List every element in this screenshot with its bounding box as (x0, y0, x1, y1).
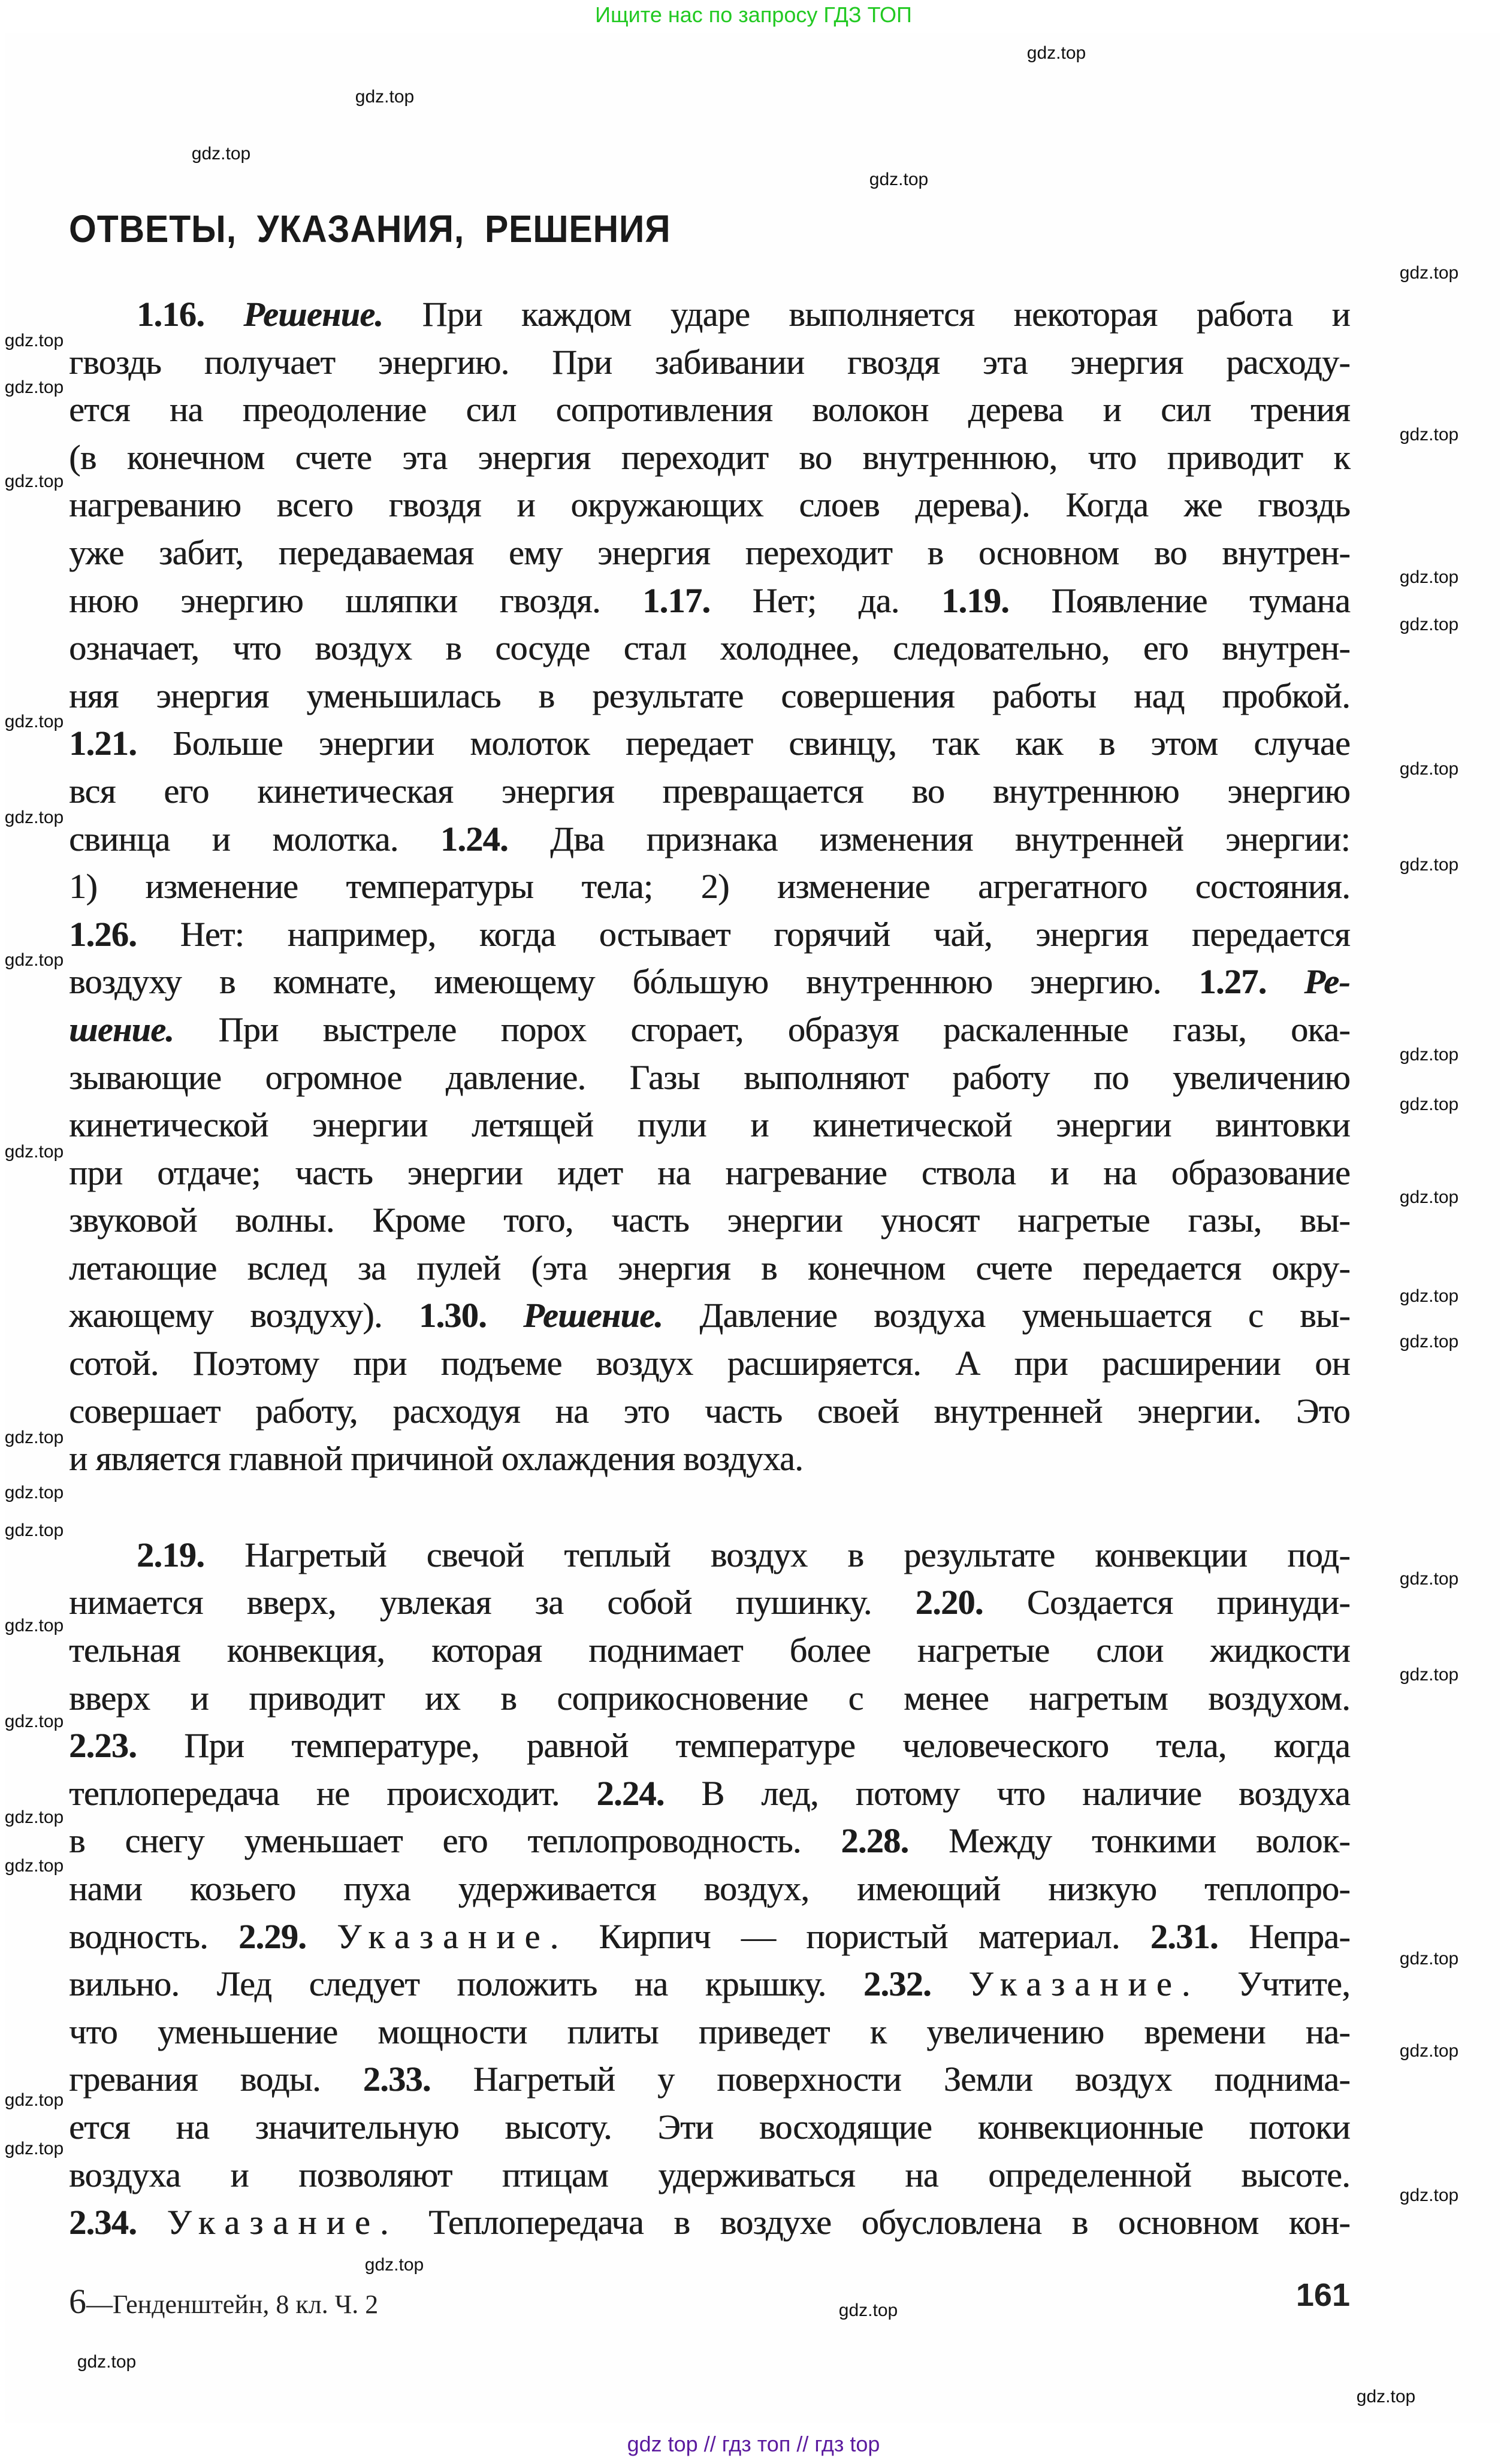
text-segment: Два признака изменения внутренней энергии: (508, 819, 1350, 858)
emphasis-label: 2.20. (915, 1583, 983, 1622)
sheet-number: 6 (69, 2282, 86, 2321)
text-segment: Создается принуди- (983, 1583, 1350, 1622)
text-segment: Появление тумана (1009, 581, 1351, 620)
text-segment: тельная конвекция, которая поднимает более нагретые слои жидкости (69, 1631, 1350, 1670)
text-segment: воздуху в комнате, имеющему бóльшую внутреннюю энергию. (69, 962, 1199, 1002)
text-line (69, 338, 1350, 386)
watermark: gdz.top (1399, 567, 1459, 587)
text-line (69, 719, 1350, 767)
text-segment: гревания воды. (69, 2060, 363, 2099)
spaced-label: Указание. (167, 2203, 398, 2242)
text-segment: Между тонкими волок- (908, 1821, 1351, 1861)
watermark: gdz.top (191, 144, 251, 164)
text-segment: теплопередача не происходит. (69, 1773, 597, 1813)
text-line (69, 1387, 1350, 1435)
watermark: gdz.top (1026, 43, 1086, 63)
text-segment: уже забит, передаваемая ему энергия переходит в основном во внутрен- (69, 533, 1350, 572)
watermark: gdz.top (4, 377, 64, 397)
text-line (69, 481, 1350, 529)
emphasis-label: 2.28. (841, 1821, 909, 1861)
text-line (69, 1244, 1350, 1292)
text-line (69, 291, 1350, 338)
watermark: gdz.top (4, 1616, 64, 1635)
text-segment: нагреванию всего гвоздя и окружающих слоев дерева). Когда же гвоздь (69, 485, 1350, 525)
text-segment: совершает работу, расходуя на это часть своей внутренней энергии. Это (69, 1391, 1350, 1431)
watermark: gdz.top (355, 87, 415, 107)
text-segment: При температуре, равной температуре человеческого тела, когда (137, 1726, 1350, 1765)
emphasis-label: 1.30. (418, 1296, 524, 1335)
book-title: —Генденштейн, 8 кл. Ч. 2 (86, 2290, 379, 2319)
text-line (69, 1579, 1350, 1626)
emphasis-label: 2.32. (863, 1964, 969, 2004)
emphasis-label: 2.33. (363, 2060, 431, 2099)
answers-text (69, 291, 1350, 2247)
emphasis-label: 2.19. (137, 1535, 205, 1574)
watermark: gdz.top (4, 1520, 64, 1540)
text-segment: звуковой волны. Кроме того, часть энергии уносят нагретые газы, вы- (69, 1201, 1350, 1240)
text-line (69, 434, 1350, 482)
watermark: gdz.top (1399, 425, 1459, 445)
emphasis-label: Ре- (1304, 962, 1350, 1002)
text-segment: вильно. Лед следует положить на крышку. (69, 1964, 863, 2004)
text-segment: нами козьего пуха удерживается воздух, имеющий низкую теплопро- (69, 1869, 1350, 1908)
watermark: gdz.top (4, 2139, 64, 2158)
answers-paragraph-1 (69, 291, 1350, 1483)
text-segment: сотой. Поэтому при подъеме воздух расширяется. А при расширении он (69, 1344, 1350, 1383)
text-line (69, 2199, 1350, 2247)
text-line (69, 1531, 1350, 1579)
text-segment: означает, что воздух в сосуде стал холоднее, следовательно, его внутрен- (69, 628, 1350, 668)
text-segment: нюю энергию шляпки гвоздя. (69, 581, 643, 620)
text-segment: Нет; да. (710, 581, 941, 620)
emphasis-label: 1.26. (69, 914, 137, 954)
text-segment: Нагретый свечой теплый воздух в результате конвекции под- (204, 1535, 1350, 1574)
text-line (69, 2055, 1350, 2103)
watermark: gdz.top (1399, 855, 1459, 875)
text-line (69, 1435, 1350, 1483)
text-segment: вверх и приводит их в соприкосновение с менее нагретым воздухом. (69, 1678, 1350, 1718)
text-segment: воздуха и позволяют птицам удерживаться на определенной высоте. (69, 2155, 1350, 2194)
watermark: gdz.top (4, 1483, 64, 1502)
watermark: gdz.top (4, 331, 64, 350)
text-segment: Нет: например, когда остывает горячий чай, энергия передается (137, 914, 1350, 954)
watermark: gdz.top (4, 1142, 64, 1162)
text-segment: няя энергия уменьшилась в результате совершения работы над пробкой. (69, 676, 1350, 715)
text-line (69, 767, 1350, 815)
emphasis-label: 2.34. (69, 2203, 167, 2242)
answers-paragraph-2 (69, 1531, 1350, 2247)
watermark: gdz.top (1399, 1949, 1459, 1969)
text-line (69, 1913, 1350, 1961)
text-line (69, 2151, 1350, 2199)
emphasis-label: 2.24. (596, 1773, 665, 1813)
text-segment: кинетической энергии летящей пули и кинетической энергии винтовки (69, 1105, 1350, 1145)
text-segment: В лед, потому что наличие воздуха (664, 1773, 1350, 1813)
text-line (69, 911, 1350, 959)
text-segment: Учтите, (1200, 1964, 1350, 2004)
search-banner[interactable]: Ищите нас по запросу ГДЗ ТОП (595, 2, 912, 27)
watermark: gdz.top (1399, 759, 1459, 779)
text-segment: гвоздь получает энергию. При забивании гвоздя эта энергия расходу- (69, 342, 1350, 382)
text-line (69, 815, 1350, 863)
text-segment: (в конечном счете эта энергия переходит во внутреннюю, что приводит к (69, 437, 1350, 477)
watermark: gdz.top (1399, 2185, 1459, 2205)
watermark: gdz.top (1399, 1569, 1459, 1589)
emphasis-label: 1.21. (69, 724, 137, 763)
site-links-banner[interactable]: gdz top // гдз топ // гдз top (627, 2432, 880, 2456)
text-segment: вся его кинетическая энергия превращается во внутреннюю энергию (69, 771, 1350, 811)
text-line (69, 1149, 1350, 1197)
text-line (69, 1340, 1350, 1387)
text-line (69, 958, 1350, 1006)
emphasis-label: шение. (69, 1009, 174, 1049)
text-segment: 1) изменение температуры тела; 2) изменение агрегатного состояния. (69, 867, 1350, 906)
text-segment: При выстреле порох сгорает, образуя раскаленные газы, ока- (174, 1009, 1350, 1049)
text-line (69, 1674, 1350, 1722)
text-line (69, 1960, 1350, 2008)
watermark: gdz.top (1399, 1332, 1459, 1352)
text-line (69, 529, 1350, 577)
text-line (69, 1626, 1350, 1674)
watermark: gdz.top (77, 2352, 137, 2372)
text-line (69, 1196, 1350, 1244)
watermark: gdz.top (1356, 2387, 1416, 2406)
text-line (69, 863, 1350, 911)
emphasis-label: 2.23. (69, 1726, 137, 1765)
text-line (69, 2103, 1350, 2151)
watermark: gdz.top (4, 1428, 64, 1447)
text-segment: жающему воздуху). (69, 1296, 419, 1335)
watermark: gdz.top (4, 471, 64, 491)
text-segment: летающие вслед за пулей (эта энергия в конечном счете передается окру- (69, 1248, 1350, 1287)
watermark: gdz.top (1399, 1286, 1459, 1306)
text-line (69, 624, 1350, 672)
text-segment: При каждом ударе выполняется некоторая работа и (383, 295, 1350, 334)
watermark: gdz.top (1399, 263, 1459, 283)
page-number: 161 (1295, 2277, 1350, 2313)
text-line (69, 1292, 1350, 1340)
emphasis-label: 1.27. (1198, 962, 1304, 1002)
watermark: gdz.top (4, 1807, 64, 1827)
emphasis-label: 1.19. (941, 581, 1009, 620)
text-line (69, 2008, 1350, 2056)
emphasis-label: Решение. (243, 295, 383, 334)
watermark: gdz.top (364, 2255, 424, 2275)
spaced-label: Указание. (337, 1916, 569, 1956)
text-line (69, 1054, 1350, 1102)
text-segment: Больше энергии молоток передает свинцу, так как в этом случае (137, 724, 1350, 763)
emphasis-label: Решение. (523, 1296, 663, 1335)
text-line (69, 386, 1350, 434)
text-segment: Непра- (1218, 1916, 1350, 1956)
text-segment: Кирпич — пористый материал. (568, 1916, 1150, 1956)
emphasis-label: 1.17. (642, 581, 711, 620)
watermark: gdz.top (1399, 1187, 1459, 1207)
page-title: ОТВЕТЫ, УКАЗАНИЯ, РЕШЕНИЯ (69, 207, 671, 250)
emphasis-label: 2.31. (1150, 1916, 1218, 1956)
text-segment: что уменьшение мощности плиты приведет к увеличению времени на- (69, 2012, 1350, 2051)
footer-book-reference (69, 2281, 378, 2321)
watermark: gdz.top (4, 1712, 64, 1731)
watermark: gdz.top (1399, 615, 1459, 634)
watermark: gdz.top (1399, 1665, 1459, 1685)
emphasis-label: 1.16. (137, 295, 244, 334)
watermark: gdz.top (869, 170, 929, 189)
emphasis-label: 2.29. (238, 1916, 337, 1956)
text-segment: зывающие огромное давление. Газы выполняют работу по увеличению (69, 1057, 1350, 1097)
text-line (69, 1006, 1350, 1054)
watermark: gdz.top (4, 2090, 64, 2110)
text-segment: Давление воздуха уменьшается с вы- (663, 1296, 1351, 1335)
text-line (69, 1101, 1350, 1149)
text-line (69, 1865, 1350, 1913)
watermark: gdz.top (4, 808, 64, 827)
watermark: gdz.top (4, 1856, 64, 1876)
text-segment: ется на преодоление сил сопротивления волокон дерева и сил трения (69, 390, 1350, 430)
text-line (69, 577, 1350, 625)
watermark: gdz.top (1399, 1095, 1459, 1114)
watermark: gdz.top (1399, 2041, 1459, 2061)
text-segment: нимается вверх, увлекая за собой пушинку. (69, 1583, 916, 1622)
emphasis-label: 1.24. (440, 819, 508, 858)
spaced-label: Указание. (968, 1964, 1200, 2004)
text-segment: Теплопередача в воздухе обусловлена в основном кон- (398, 2203, 1350, 2242)
watermark: gdz.top (4, 950, 64, 970)
text-line (69, 672, 1350, 720)
text-segment: водность. (69, 1916, 239, 1956)
text-segment: Нагретый у поверхности Земли воздух поднима- (430, 2060, 1351, 2099)
text-line (69, 1722, 1350, 1770)
text-segment: ется на значительную высоту. Эти восходящие конвекционные потоки (69, 2107, 1350, 2146)
text-segment: свинца и молотка. (69, 819, 440, 858)
text-segment: в снегу уменьшает его теплопроводность. (69, 1821, 841, 1861)
text-line (69, 1770, 1350, 1818)
watermark: gdz.top (838, 2300, 898, 2320)
watermark: gdz.top (1399, 1045, 1459, 1065)
text-segment: при отдаче; часть энергии идет на нагревание ствола и на образование (69, 1153, 1350, 1192)
text-segment: и является главной причиной охлаждения воздуха. (69, 1439, 804, 1479)
watermark: gdz.top (4, 712, 64, 731)
text-line (69, 1817, 1350, 1865)
